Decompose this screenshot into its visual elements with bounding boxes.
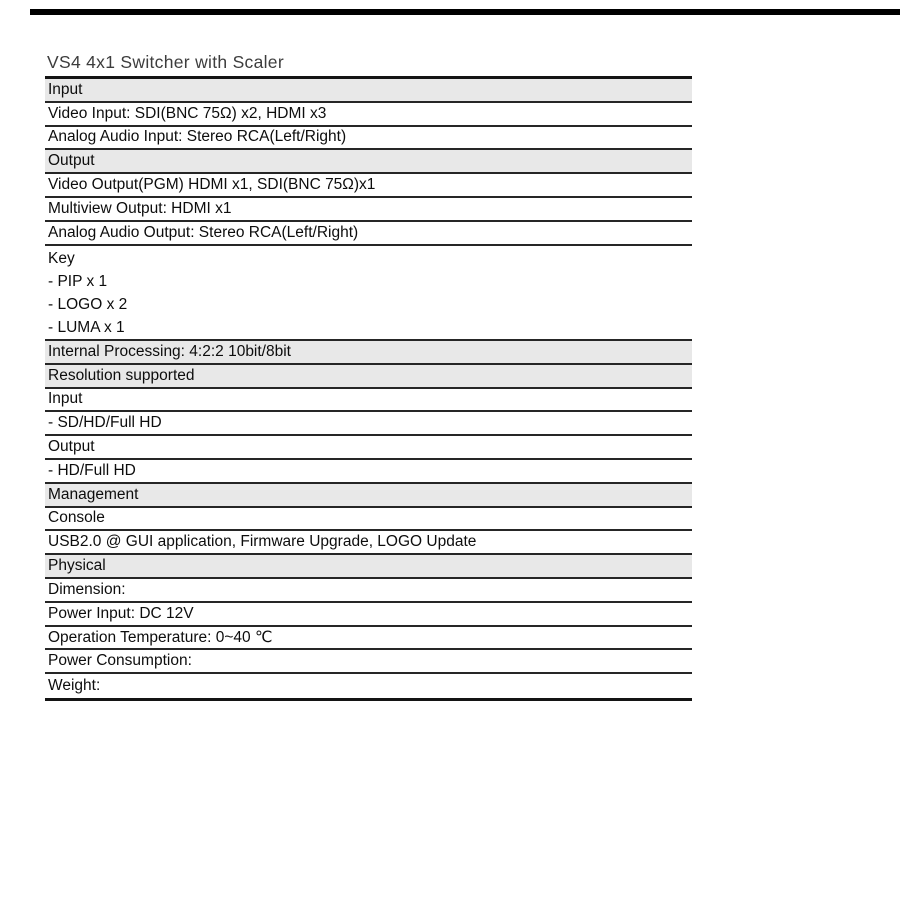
spec-row <box>45 579 692 603</box>
spec-multi-row <box>45 246 692 341</box>
row-label: Video Output(PGM) HDMI x1, SDI(BNC 75Ω)x1 <box>48 176 376 194</box>
spec-row <box>45 627 692 651</box>
spec-row <box>45 674 692 698</box>
row-label: Dimension: <box>48 580 126 598</box>
section-header-row <box>45 341 692 365</box>
row-label: Console <box>48 509 105 527</box>
spec-table <box>45 76 692 701</box>
row-label: Weight: <box>48 677 101 695</box>
row-label: Input <box>48 390 83 408</box>
row-label: Power Input: DC 12V <box>48 604 194 622</box>
spec-row <box>45 436 692 460</box>
row-label: Management <box>48 485 139 503</box>
spec-row <box>45 531 692 555</box>
row-label: Multiview Output: HDMI x1 <box>48 199 232 217</box>
row-label: Input <box>48 80 83 98</box>
spec-row <box>45 198 692 222</box>
section-header-row <box>45 484 692 508</box>
spec-row <box>45 222 692 246</box>
key-line: - LOGO x 2 <box>48 296 128 314</box>
key-line: Key <box>48 249 75 267</box>
row-label: Output <box>48 438 95 456</box>
page-title: VS4 4x1 Switcher with Scaler <box>47 52 284 72</box>
row-label: Analog Audio Input: Stereo RCA(Left/Right) <box>48 128 347 146</box>
spec-row <box>45 174 692 198</box>
section-header-row <box>45 79 692 103</box>
spec-row <box>45 127 692 151</box>
row-label: Internal Processing: 4:2:2 10bit/8bit <box>48 342 291 360</box>
row-label: Analog Audio Output: Stereo RCA(Left/Right) <box>48 223 359 241</box>
row-label: - HD/Full HD <box>48 461 136 479</box>
row-label: Physical <box>48 557 106 575</box>
spec-row <box>45 103 692 127</box>
spec-row <box>45 460 692 484</box>
row-label: Power Consumption: <box>48 652 192 670</box>
row-label: Operation Temperature: 0~40 ℃ <box>48 628 273 646</box>
row-label: Video Input: SDI(BNC 75Ω) x2, HDMI x3 <box>48 104 327 122</box>
key-line: - PIP x 1 <box>48 272 108 290</box>
row-label: Resolution supported <box>48 366 195 384</box>
row-label: Output <box>48 152 95 170</box>
section-header-row <box>45 555 692 579</box>
section-header-row <box>45 365 692 389</box>
spec-row <box>45 603 692 627</box>
section-header-row <box>45 150 692 174</box>
row-label: - SD/HD/Full HD <box>48 414 162 432</box>
row-label: USB2.0 @ GUI application, Firmware Upgrade, LOGO Update <box>48 533 477 551</box>
spec-row <box>45 389 692 413</box>
spec-row <box>45 650 692 674</box>
top-black-bar <box>30 9 900 15</box>
spec-row <box>45 412 692 436</box>
key-line: - LUMA x 1 <box>48 319 125 337</box>
spec-row <box>45 508 692 532</box>
